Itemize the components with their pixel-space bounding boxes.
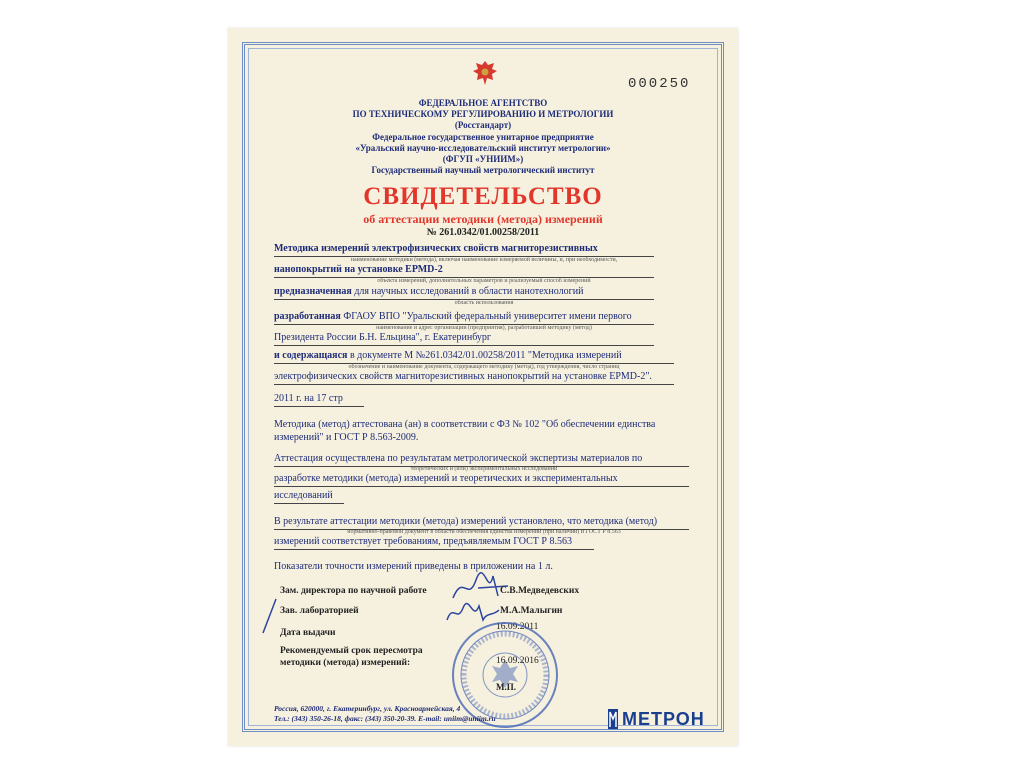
purpose-value: для научных исследований в области нанотехнологий [351, 286, 584, 297]
developer-line-1 [274, 311, 654, 325]
performed-caption: теоретических и (или) экспериментальных исследований [410, 466, 558, 472]
performed-line-1: Аттестация осуществлена по результатам метрологической экспертизы материалов по [274, 453, 689, 467]
deputy-label: Зам. директора по научной работе [280, 586, 427, 596]
developer-line-2: Президента России Б.Н. Ельцина", г. Екатеринбург [274, 332, 654, 346]
contained-value-1: в документе М №261.0342/01.00258/2011 "Методика измерений [347, 350, 622, 361]
metron-logo-text: МЕТРОН [622, 709, 705, 729]
developer-label: разработанная [274, 311, 341, 322]
developer-caption: наименование и адрес организации (предприятия), разработавшей методику (метод) [376, 325, 592, 331]
agency-line-3: (Росстандарт) [454, 120, 512, 130]
contained-line-3: 2011 г. на 17 стр [274, 393, 364, 407]
result-line-1: В результате аттестации методики (метода) измерений установлено, что методика (метод) [274, 516, 689, 530]
contained-line-1 [274, 350, 674, 364]
result-caption: нормативно-правовой документ в области обеспечения единства измерений (при наличии) и ГОСТ Р 8.563 [347, 529, 621, 535]
lab-label: Зав. лабораторией [280, 606, 359, 616]
agency-line-1: ФЕДЕРАЛЬНОЕ АГЕНТСТВО [418, 98, 548, 108]
review-date: 16.09.2016 [496, 656, 539, 666]
serial-number: 000250 [628, 76, 691, 92]
certificate-number: № 261.0342/01.00258/2011 [426, 227, 540, 238]
agency-line-2: ПО ТЕХНИЧЕСКОМУ РЕГУЛИРОВАНИЮ И МЕТРОЛОГИИ [352, 109, 614, 119]
accuracy-paragraph: Показатели точности измерений приведены в приложении на 1 л. [274, 561, 553, 572]
issue-date: 16.09.2011 [496, 622, 539, 632]
org-line-2: «Уральский научно-исследовательский институт метрологии» [355, 143, 611, 153]
method-caption-1: наименование методики (метода), включая наименование измеряемой величины, и, при необходимости, [350, 257, 618, 263]
certificate-title: СВИДЕТЕЛЬСТВО [363, 183, 603, 210]
org-line-3: (ФГУП «УНИИМ») [442, 154, 524, 164]
method-caption-2: объекта измерений, дополнительных параметров и реализуемый способ измерений [377, 278, 591, 284]
performed-line-2: разработке методики (метода) измерений и теоретических и экспериментальных [274, 473, 689, 487]
review-label-2: методики (метода) измерений: [280, 658, 411, 668]
margin-pen-mark [258, 596, 280, 636]
attested-paragraph: Методика (метод) аттестована (ан) в соответствии с ФЗ № 102 "Об обеспечении единства измерений" и ГОСТ Р 8.563-2009. [274, 419, 656, 443]
contained-caption: обозначение и наименование документа, содержащего методику (метод), год утверждения, число страниц [348, 364, 620, 370]
developer-value-1: ФГАОУ ВПО "Уральский федеральный университет имени первого [340, 311, 632, 322]
method-line-1: Методика измерений электрофизических свойств магниторезистивных [274, 243, 654, 257]
contained-label: и содержащаяся [274, 350, 348, 361]
footer-contacts: Тел.: (343) 350-26-18, факс: (343) 350-20-39. E-mail: uniim@uniim.ru [274, 714, 496, 723]
russian-eagle-emblem-icon [470, 58, 500, 88]
purpose-caption: область использования [454, 300, 514, 306]
seal-mark: М.П. [496, 682, 516, 692]
result-line-2: измерений соответствует требованиям, предъявляемым ГОСТ Р 8.563 [274, 536, 594, 550]
org-line-1: Федеральное государственное унитарное предприятие [372, 132, 594, 142]
lab-name: М.А.Малыгин [500, 606, 563, 616]
certificate-sheet [228, 28, 738, 746]
performed-line-3: исследований [274, 490, 344, 504]
certificate-subtitle: об аттестации методики (метода) измерений [363, 212, 603, 226]
purpose-label: предназначенная [274, 286, 352, 297]
footer-address: Россия, 620000, г. Екатеринбург, ул. Красноармейская, 4 [274, 704, 461, 713]
review-label-1: Рекомендуемый срок пересмотра [280, 646, 423, 656]
deputy-name: С.В.Медведевских [500, 586, 580, 596]
purpose-line [274, 286, 654, 300]
method-line-2: нанопокрытий на установке ЕРМD-2 [274, 264, 654, 278]
contained-line-2: электрофизических свойств магниторезистивных нанопокрытий на установке ЕРМD-2". [274, 371, 674, 385]
issue-label: Дата выдачи [280, 628, 336, 638]
org-line-4: Государственный научный метрологический институт [371, 165, 595, 175]
